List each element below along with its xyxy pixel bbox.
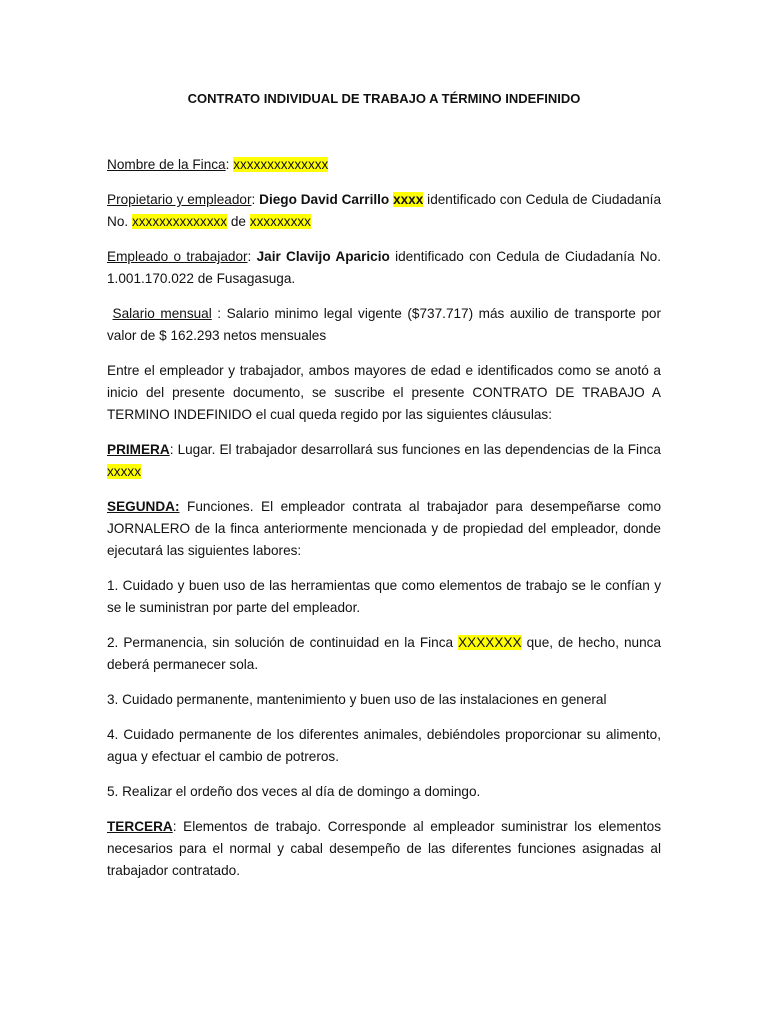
propietario-line: Propietario y empleador: Diego David Carrillo xxxx identificado con Cedula de Ciudadanía No. xxxxxxxxxxxxxx de xxxxxxxxx bbox=[107, 192, 662, 229]
primera-text: : Lugar. El trabajador desarrollará sus funciones en las dependencias de la Finca bbox=[169, 442, 661, 457]
clause-primera bbox=[107, 439, 661, 483]
tercera-text: : Elementos de trabajo. Corresponde al empleador suministrar los elementos necesarios para el normal y cabal desempeño de las diferentes funciones asignadas al trabajador contratado. bbox=[107, 819, 661, 878]
propietario-placeholder: xxxx bbox=[393, 192, 424, 207]
propietario-name: Diego David Carrillo bbox=[259, 192, 390, 207]
labor-item-3: 3. Cuidado permanente, mantenimiento y buen uso de las instalaciones en general bbox=[107, 692, 607, 707]
empleado-text: identificado con Cedula de Ciudadanía No. 1.001.170.022 de Fusagasuga. bbox=[107, 249, 661, 286]
tercera-label: TERCERA bbox=[107, 819, 173, 834]
finca-value: xxxxxxxxxxxxxx bbox=[233, 157, 329, 172]
contract-page bbox=[107, 88, 661, 895]
labor-item-2-before: 2. Permanencia, sin solución de continuidad en la Finca bbox=[107, 635, 454, 650]
clause-segunda bbox=[107, 496, 661, 562]
labor-item-2 bbox=[107, 632, 661, 676]
labor-item-4: 4. Cuidado permanente de los diferentes animales, debiéndoles proporcionar su alimento, agua y efectuar el cambio de potreros. bbox=[107, 727, 661, 764]
segunda-text: Funciones. El empleador contrata al trabajador para desempeñarse como JORNALERO de la finca anteriormente mencionada y de propiedad del empleador, donde ejecutará las siguientes labores: bbox=[107, 499, 662, 558]
salario-text: : Salario minimo legal vigente ($737.717) más auxilio de transporte por valor de $ 162.293 netos mensuales bbox=[107, 306, 661, 343]
document-title: CONTRATO INDIVIDUAL DE TRABAJO A TÉRMINO INDEFINIDO bbox=[187, 91, 581, 106]
labor-item-2-after: que, de hecho, nunca deberá permanecer sola. bbox=[107, 635, 662, 672]
finca-line: Nombre de la Finca: xxxxxxxxxxxxxx bbox=[107, 157, 329, 172]
primera-label: PRIMERA bbox=[107, 442, 170, 457]
propietario-cedula: xxxxxxxxxxxxxx bbox=[131, 214, 228, 229]
propietario-id-text: identificado con Cedula de Ciudadanía No. bbox=[107, 192, 662, 229]
propietario-de-text: de bbox=[230, 214, 246, 229]
segunda-label: SEGUNDA: bbox=[107, 499, 180, 514]
labor-item-5: 5. Realizar el ordeño dos veces al día de domingo a domingo. bbox=[107, 784, 481, 799]
clause-tercera bbox=[107, 816, 661, 882]
intro-paragraph: Entre el empleador y trabajador, ambos mayores de edad e identificados como se anotó a inicio del presente documento, se suscribe el presente CONTRATO DE TRABAJO A TERMINO INDEFINIDO el cual queda regido por las siguientes cláusulas: bbox=[107, 363, 661, 422]
empleado-name: Jair Clavijo Aparicio bbox=[256, 249, 390, 264]
labor-item-1: 1. Cuidado y buen uso de las herramientas que como elementos de trabajo se le confían y se le suministran por parte del empleador. bbox=[107, 578, 661, 615]
salario-label: Salario mensual bbox=[112, 306, 212, 321]
salario-line bbox=[107, 303, 661, 347]
finca-label: Nombre de la Finca bbox=[107, 157, 226, 172]
propietario-ciudad: xxxxxxxxx bbox=[249, 214, 311, 229]
empleado-line: Empleado o trabajador: Jair Clavijo Aparicio identificado con Cedula de Ciudadanía No. 1.001.170.022 de Fusagasuga. bbox=[107, 249, 661, 286]
primera-placeholder: xxxxx bbox=[107, 464, 141, 479]
empleado-label: Empleado o trabajador bbox=[107, 249, 248, 264]
propietario-label: Propietario y empleador bbox=[107, 192, 252, 207]
labor-item-2-placeholder: XXXXXXX bbox=[458, 635, 522, 650]
